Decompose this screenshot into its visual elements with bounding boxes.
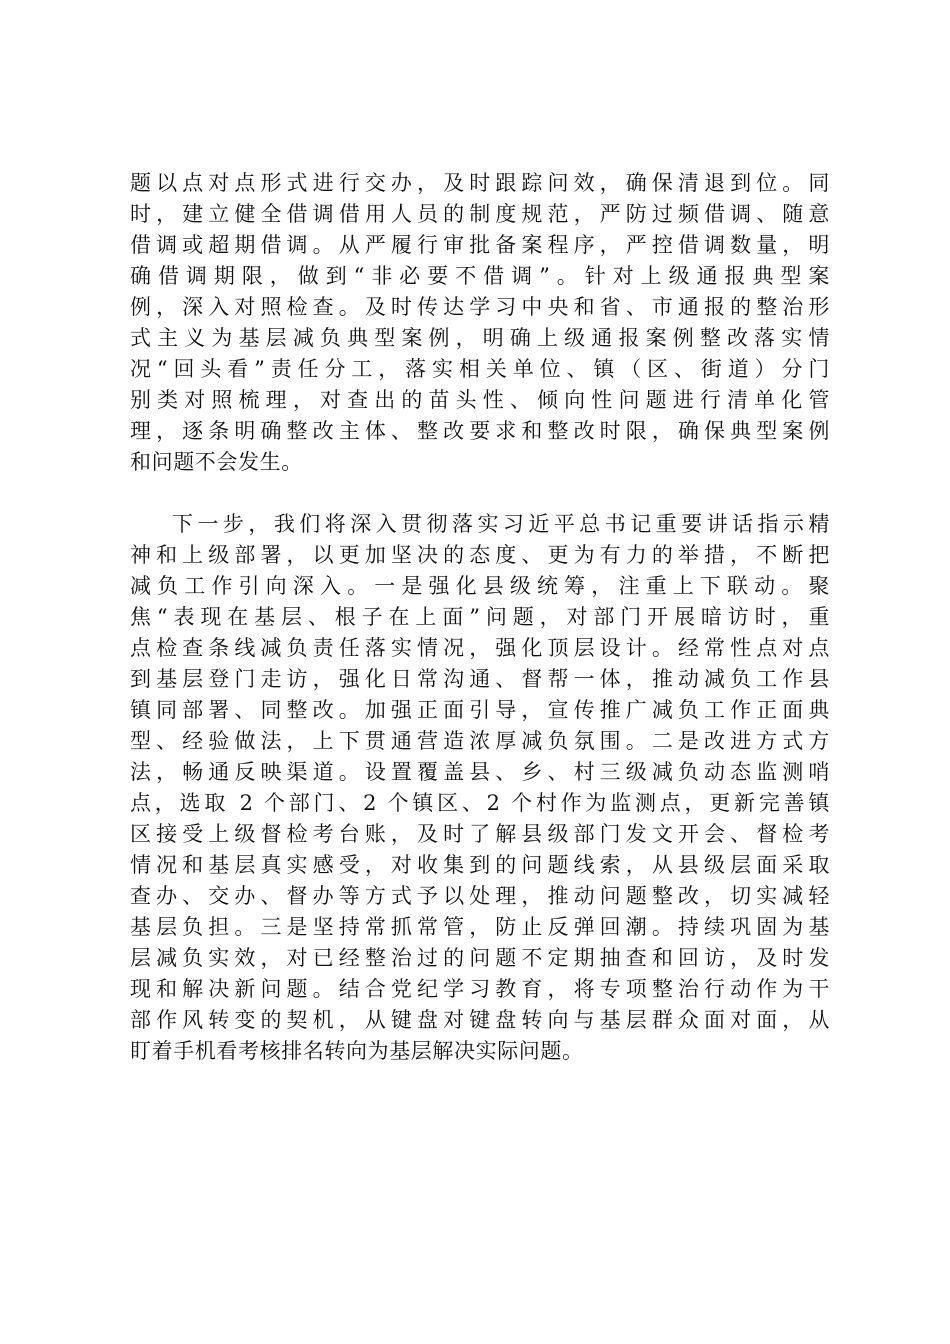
text-line: 点，选取 2 个部门、2 个镇区、2 个村作为监测点，更新完善镇	[130, 791, 830, 815]
text-line: 和问题不会发生。	[130, 450, 303, 474]
text-line: 区接受上级督检考台账，及时了解县级部门发文开会、督检考	[130, 822, 830, 846]
text-line: 例，深入对照检查。及时传达学习中央和省、市通报的整治形	[130, 295, 830, 319]
text-line: 焦“表现在基层、根子在上面”问题，对部门开展暗访时，重	[130, 605, 830, 629]
paragraph-spacer	[130, 478, 830, 509]
text-line: 镇同部署、同整改。加强正面引导，宣传推广减负工作正面典	[130, 698, 830, 722]
text-line: 到基层登门走访，强化日常沟通、督帮一体，推动减负工作县	[130, 667, 830, 691]
text-line: 况“回头看”责任分工，落实相关单位、镇（区、街道）分门	[130, 357, 830, 381]
text-line: 基层负担。三是坚持常抓常管，防止反弹回潮。持续巩固为基	[130, 915, 830, 939]
text-line: 型、经验做法，上下贯通营造浓厚减负氛围。二是改进方式方	[130, 729, 830, 753]
text-line: 下一步，我们将深入贯彻落实习近平总书记重要讲话指示精	[172, 512, 830, 536]
text-line: 现和解决新问题。结合党纪学习教育，将专项整治行动作为干	[130, 977, 830, 1001]
text-line: 题以点对点形式进行交办，及时跟踪问效，确保清退到位。同	[130, 171, 830, 195]
text-line: 时，建立健全借调借用人员的制度规范，严防过频借调、随意	[130, 202, 830, 226]
text-line: 减负工作引向深入。一是强化县级统筹，注重上下联动。聚	[130, 574, 830, 598]
text-line: 情况和基层真实感受，对收集到的问题线索，从县级层面采取	[130, 853, 830, 877]
text-line: 式主义为基层减负典型案例，明确上级通报案例整改落实情	[130, 326, 830, 350]
text-line: 部作风转变的契机，从键盘对键盘转向与基层群众面对面，从	[130, 1008, 830, 1032]
text-line: 神和上级部署，以更加坚决的态度、更为有力的举措，不断把	[130, 543, 830, 567]
text-line: 法，畅通反映渠道。设置覆盖县、乡、村三级减负动态监测哨	[130, 760, 830, 784]
paragraph-1	[130, 168, 830, 478]
text-line: 层减负实效，对已经整治过的问题不定期抽查和回访，及时发	[130, 946, 830, 970]
document-body	[130, 168, 830, 1067]
text-line: 别类对照梳理，对查出的苗头性、倾向性问题进行清单化管	[130, 388, 830, 412]
text-line: 查办、交办、督办等方式予以处理，推动问题整改，切实减轻	[130, 884, 830, 908]
text-line: 借调或超期借调。从严履行审批备案程序，严控借调数量，明	[130, 233, 830, 257]
paragraph-2	[130, 509, 830, 1067]
text-line: 确借调期限，做到“非必要不借调”。针对上级通报典型案	[130, 264, 830, 288]
text-line: 盯着手机看考核排名转向为基层解决实际问题。	[130, 1039, 584, 1063]
text-line: 点检查条线减负责任落实情况，强化顶层设计。经常性点对点	[130, 636, 830, 660]
text-line: 理，逐条明确整改主体、整改要求和整改时限，确保典型案例	[130, 419, 830, 443]
